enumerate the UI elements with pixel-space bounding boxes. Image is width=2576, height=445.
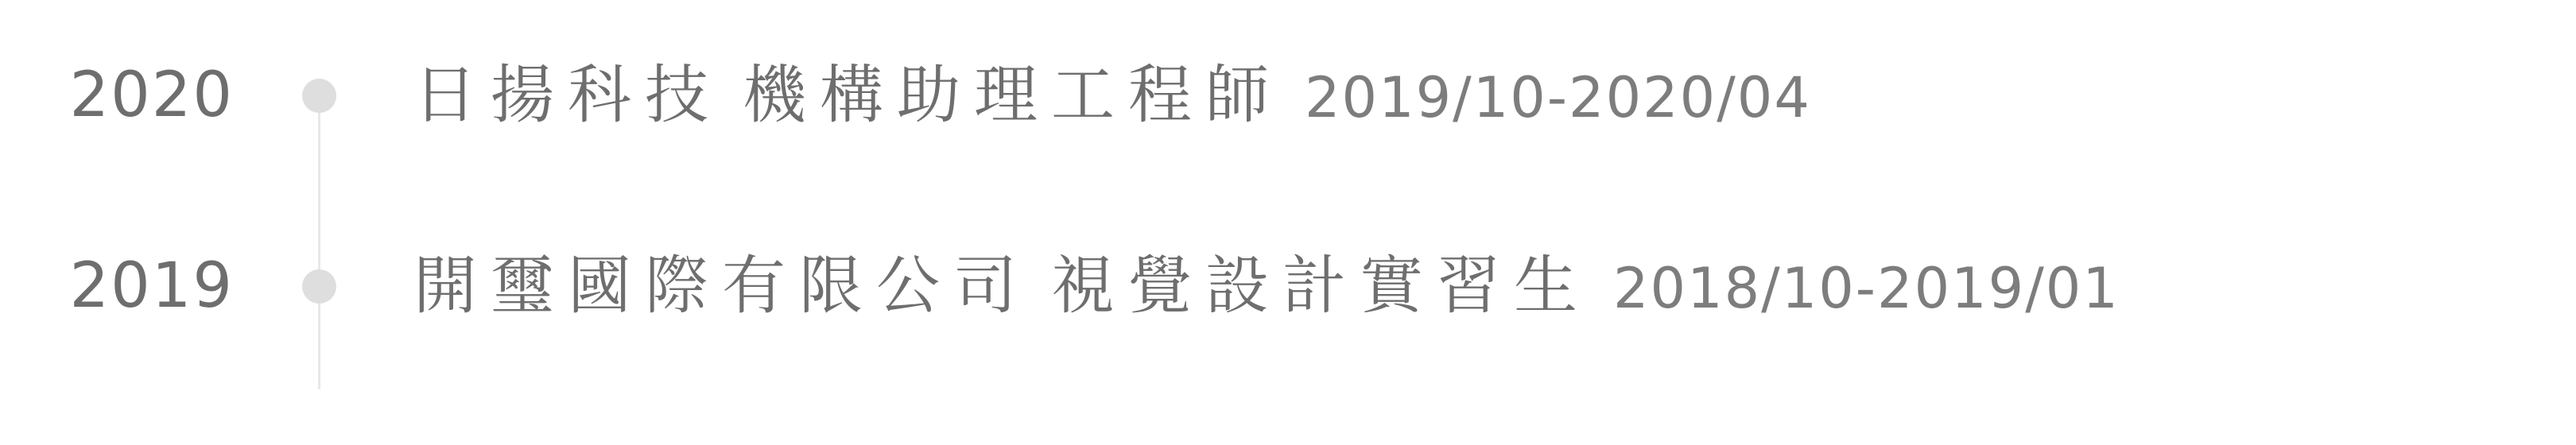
job-role [413, 249, 1591, 323]
timeline-description [413, 238, 2120, 334]
timeline-year: 2019 [69, 250, 234, 322]
timeline-year: 2020 [69, 60, 234, 131]
job-title: 機構助理工程師 [743, 58, 1282, 132]
timeline-entry [0, 48, 2576, 143]
company-name: 日揚科技 [413, 58, 722, 132]
timeline-dot-icon [302, 269, 336, 304]
timeline-dot-icon [302, 79, 336, 113]
timeline-entry [0, 238, 2576, 334]
job-title: 視覺設計實習生 [1051, 249, 1591, 323]
company-name: 開璽國際有限公司 [413, 249, 1030, 323]
job-role [413, 58, 1282, 132]
job-period: 2018/10-2019/01 [1613, 256, 2120, 321]
job-period: 2019/10-2020/04 [1305, 65, 1811, 130]
timeline-description [413, 48, 1811, 143]
